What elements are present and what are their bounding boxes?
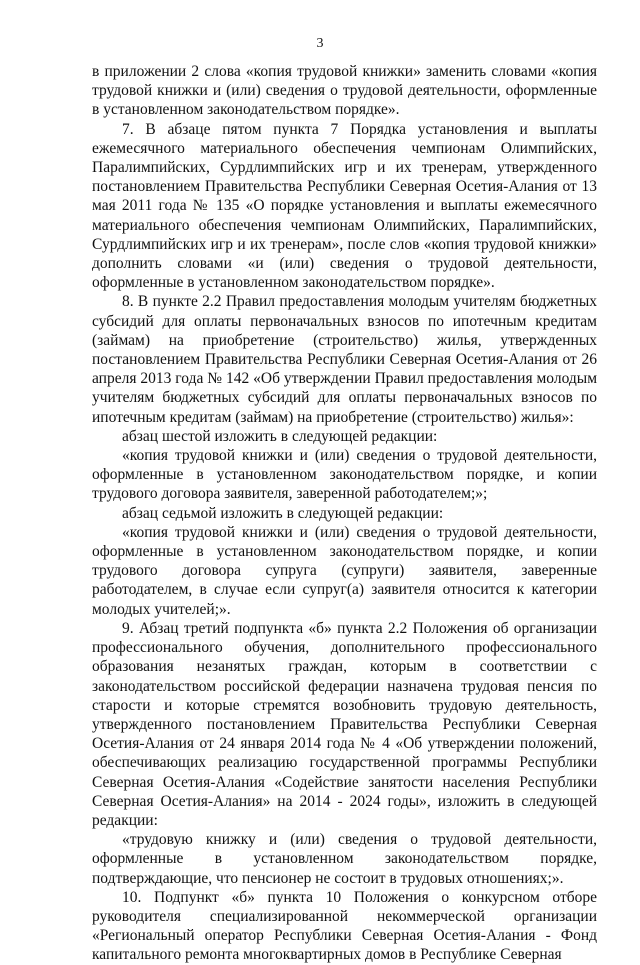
paragraph-item-10: 10. Подпункт «б» пункта 10 Положения о конкурсном отборе руководителя специализированной некоммерческой организации «Региональный оператор Республики Северная Осетия-Алания - Фонд капитального ремонта многоквартирных домов в Республике Северная: [92, 888, 597, 964]
document-body: [92, 62, 597, 965]
paragraph-item-8-sixth-abzac-intro: абзац шестой изложить в следующей редакции:: [122, 427, 438, 445]
paragraph-item-9-new-text: «трудовую книжку и (или) сведения о трудовой деятельности, оформленные в установленном законодательством порядке, подтверждающие, что пенсионер не состоит в трудовых отношениях;».: [92, 831, 597, 887]
paragraph-item-8-seventh-abzac-intro: абзац седьмой изложить в следующей редакции:: [122, 504, 444, 522]
paragraph-item-8-seventh-abzac-text: «копия трудовой книжки и (или) сведения о трудовой деятельности, оформленные в установленном законодательством порядке, и копии трудового договора супруга (супруги) заявителя, заверенные работодателем, в случае если супруг(а) заявителя относится к категории молодых учителей;».: [92, 523, 597, 618]
paragraph-appendix-2-amendment: в приложении 2 слова «копия трудовой книжки» заменить словами «копия трудовой книжки и (или) сведения о трудовой деятельности, оформленные в установленном законодательством порядке».: [92, 63, 597, 119]
page-number: 3: [316, 36, 324, 51]
paragraph-item-8: 8. В пункте 2.2 Правил предоставления молодым учителям бюджетных субсидий для оплаты первоначальных взносов по ипотечным кредитам (займам) на приобретение (строительство) жилья, утвержденных постановлением Правительства Республики Северная Осетия-Алания от 26 апреля 2013 года № 142 «Об утверждении Правил предоставления молодым учителям бюджетных субсидий для оплаты первоначальных взносов по ипотечным кредитам (займам) на приобретение (строительство) жилья»:: [92, 293, 597, 426]
paragraph-item-8-sixth-abzac-text: «копия трудовой книжки и (или) сведения о трудовой деятельности, оформленные в установленном законодательством порядке, и копии трудового договора заявителя, заверенной работодателем;»;: [92, 447, 597, 503]
paragraph-item-7: 7. В абзаце пятом пункта 7 Порядка установления и выплаты ежемесячного материального обеспечения чемпионам Олимпийских, Паралимпийских, Сурдлимпийских игр и их тренерам, утвержденного постановлением Правительства Республики Северная Осетия-Алания от 13 мая 2011 года № 135 «О порядке установления и выплаты ежемесячного материального обеспечения чемпионам Олимпийских, Паралимпийских, Сурдлимпийских игр и их тренерам», после слов «копия трудовой книжки» дополнить словами «и (или) сведения о трудовой деятельности, оформленные в установленном законодательством порядке».: [92, 120, 597, 292]
paragraph-item-9: 9. Абзац третий подпункта «б» пункта 2.2 Положения об организации профессионального обучения, дополнительного профессионального образования незанятых граждан, которым в соответствии с законодательством российской федерации назначена трудовая пенсия по старости и которые стремятся возобновить трудовую деятельность, утвержденного постановлением Правительства Республики Северная Осетия-Алания от 24 января 2014 года № 4 «Об утверждении положений, обеспечивающих реализацию государственной программы Республики Северная Осетия-Алания «Содействие занятости населения Республики Северная Осетия-Алания» на 2014 - 2024 годы», изложить в следующей редакции:: [92, 619, 597, 829]
